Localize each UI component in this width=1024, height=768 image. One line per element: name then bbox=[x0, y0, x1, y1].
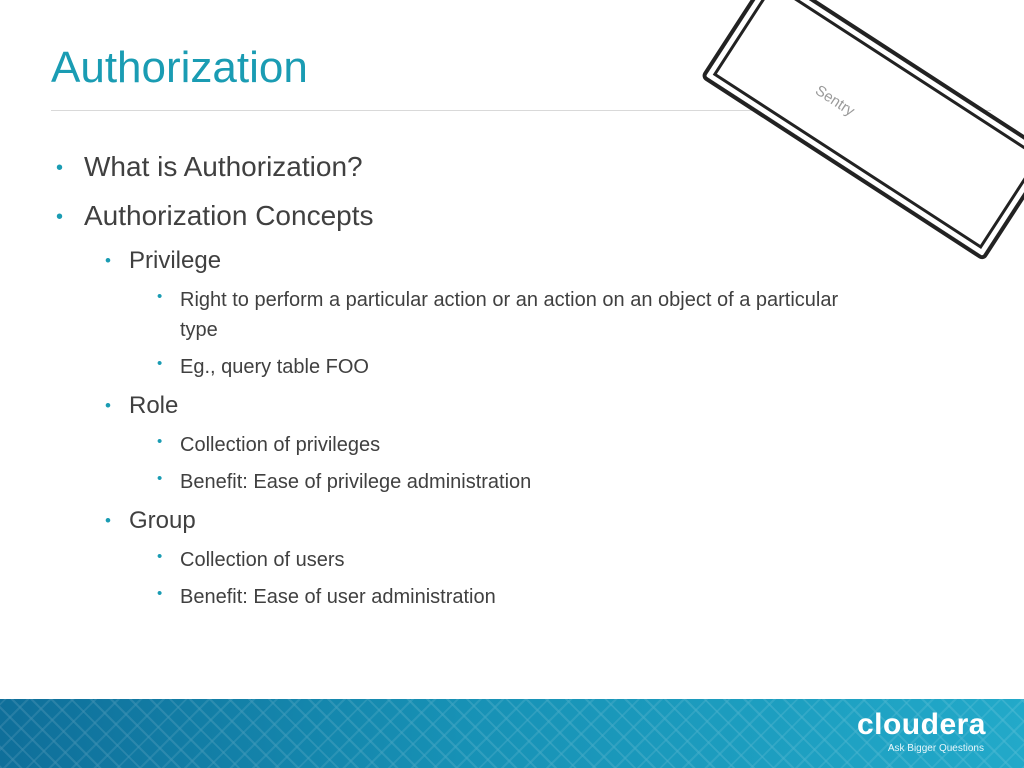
bullet-icon: • bbox=[157, 288, 163, 305]
list-item bbox=[56, 150, 363, 184]
list-item-text: Group bbox=[129, 507, 196, 534]
list-item bbox=[157, 285, 880, 345]
list-item-text: Role bbox=[129, 392, 179, 419]
slide-title: Authorization bbox=[51, 43, 308, 92]
list-item-text: Benefit: Ease of user administration bbox=[180, 586, 496, 608]
bullet-icon: • bbox=[105, 251, 111, 270]
list-item-text: Collection of users bbox=[180, 549, 345, 571]
bullet-icon: • bbox=[105, 396, 111, 415]
list-item-text: What is Authorization? bbox=[84, 151, 363, 182]
badge-label: Sentry bbox=[812, 81, 858, 120]
bullet-icon: • bbox=[105, 511, 111, 530]
list-item-text: Benefit: Ease of privilege administration bbox=[180, 471, 532, 493]
list-item bbox=[157, 430, 880, 460]
sentry-badge bbox=[700, 0, 1024, 261]
footer-band bbox=[0, 699, 1024, 768]
footer-tagline: Ask Bigger Questions bbox=[887, 743, 984, 754]
bullet-icon: • bbox=[157, 585, 163, 602]
list-item bbox=[105, 391, 179, 421]
bullet-icon: • bbox=[157, 470, 163, 487]
list-item bbox=[56, 199, 374, 233]
list-item bbox=[105, 506, 196, 536]
list-item bbox=[157, 545, 880, 575]
list-item bbox=[157, 467, 880, 497]
list-item-text: Right to perform a particular action or an action on an object of a particular type bbox=[180, 289, 839, 341]
bullet-icon: • bbox=[157, 433, 163, 450]
bullet-icon: • bbox=[56, 206, 64, 228]
cloudera-logo: cloudera bbox=[856, 708, 986, 741]
list-item bbox=[157, 352, 880, 382]
bullet-icon: • bbox=[56, 157, 64, 179]
list-item-text: Collection of privileges bbox=[180, 434, 381, 456]
list-item bbox=[105, 246, 222, 276]
bullet-icon: • bbox=[157, 548, 163, 565]
list-item bbox=[157, 582, 880, 612]
bullet-icon: • bbox=[157, 355, 163, 372]
list-item-text: Authorization Concepts bbox=[84, 200, 374, 231]
list-item-text: Eg., query table FOO bbox=[180, 356, 369, 378]
list-item-text: Privilege bbox=[129, 247, 222, 274]
